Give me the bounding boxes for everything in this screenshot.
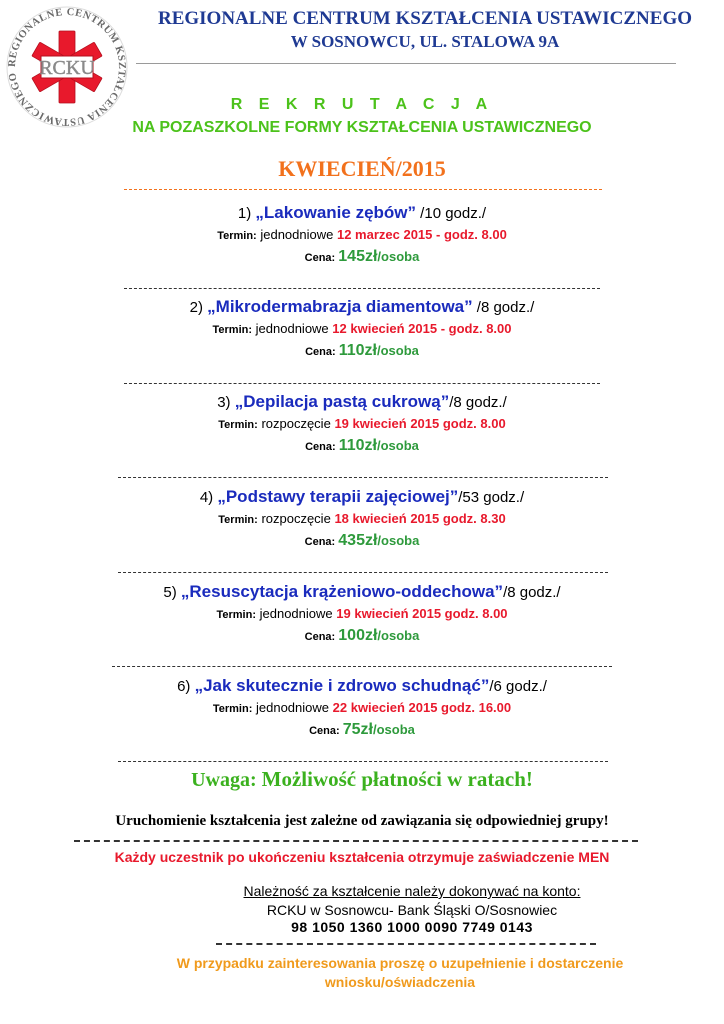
course-kind: jednodniowe — [260, 227, 334, 242]
uwaga-prefix: Uwaga: — [191, 769, 262, 791]
per-person: /osoba — [377, 628, 420, 643]
divider — [118, 761, 608, 762]
course-hours: /8 godz./ — [472, 299, 535, 316]
course-price: 110zł — [338, 342, 377, 359]
course-price: 75zł — [342, 721, 373, 738]
divider — [124, 288, 600, 289]
course-item — [0, 677, 724, 741]
recruitment-month: KWIECIEŃ/2015 — [278, 156, 446, 181]
per-person: /osoba — [377, 249, 420, 264]
term-label: Termin: — [218, 514, 258, 526]
course-name: „Resuscytacja krążeniowo-oddechowa” — [180, 582, 504, 601]
course-number: 4) — [199, 489, 214, 506]
divider — [74, 840, 638, 842]
divider — [124, 383, 600, 384]
institution-address: W SOSNOWCU, UL. STALOWA 9A — [290, 32, 560, 51]
course-price: 100zł — [338, 627, 378, 644]
bank-name: RCKU w Sosnowcu- Bank Śląski O/Sosnowiec — [266, 902, 558, 918]
course-number: 3) — [217, 394, 231, 411]
course-price: 110zł — [338, 437, 377, 454]
divider — [112, 666, 612, 667]
payment-info: Należność za kształcenie należy dokonywać na konto: — [243, 883, 581, 899]
course-kind: rozpoczęcie — [261, 416, 331, 431]
course-item — [0, 583, 724, 647]
course-name: „Lakowanie zębów” — [255, 203, 417, 222]
logo-text: RCKU — [39, 57, 95, 79]
course-number: 2) — [189, 299, 203, 316]
course-price: 435zł — [338, 532, 378, 549]
header-divider — [136, 63, 676, 64]
course-date: 12 kwiecień 2015 - godz. 8.00 — [332, 321, 512, 336]
per-person: /osoba — [376, 438, 419, 453]
logo-ring-text: REGIONALNE CENTRUM KSZTAŁCENIA USTAWICZNEGO — [6, 6, 128, 128]
recruitment-heading: R E K R U T A C J A — [230, 96, 494, 113]
course-item — [0, 488, 724, 552]
course-date: 19 kwiecień 2015 godz. 8.00 — [334, 416, 506, 431]
divider — [118, 572, 608, 573]
course-name: „Mikrodermabrazja diamentowa” — [207, 297, 473, 316]
course-kind: rozpoczęcie — [261, 511, 331, 526]
course-number: 5) — [163, 584, 177, 601]
course-kind: jednodniowe — [255, 321, 329, 336]
course-number: 1) — [237, 205, 252, 222]
per-person: /osoba — [377, 533, 420, 548]
per-person: /osoba — [372, 722, 415, 737]
course-name: „Podstawy terapii zajęciowej” — [217, 487, 459, 506]
installments-note — [0, 767, 724, 792]
course-item — [0, 393, 724, 457]
divider — [124, 189, 602, 190]
course-name: „Jak skutecznie i zdrowo schudnąć” — [194, 676, 490, 695]
course-item — [0, 298, 724, 362]
price-label: Cena: — [304, 631, 336, 643]
course-hours: /53 godz./ — [458, 489, 525, 506]
course-kind: jednodniowe — [256, 700, 330, 715]
recruitment-subheading: NA POZASZKOLNE FORMY KSZTAŁCENIA USTAWICZNEGO — [132, 119, 592, 136]
contact-note: W przypadku zainteresowania proszę o uzupełnienie i dostarczenie wniosku/oświadczenia — [176, 955, 624, 990]
course-number: 6) — [177, 678, 191, 695]
course-kind: jednodniowe — [259, 606, 333, 621]
course-item — [0, 204, 724, 268]
course-date: 12 marzec 2015 - godz. 8.00 — [336, 227, 507, 242]
course-price: 145zł — [338, 248, 378, 265]
term-label: Termin: — [212, 703, 253, 715]
institution-name: REGIONALNE CENTRUM KSZTAŁCENIA USTAWICZNEGO — [157, 8, 693, 29]
price-label: Cena: — [304, 252, 336, 264]
per-person: /osoba — [376, 343, 419, 358]
term-label: Termin: — [216, 609, 256, 621]
price-label: Cena: — [304, 536, 336, 548]
price-label: Cena: — [305, 346, 336, 358]
certificate-note: Każdy uczestnik po ukończeniu kształcenia otrzymuje zaświadczenie MEN — [114, 849, 610, 865]
term-label: Termin: — [217, 230, 257, 242]
start-condition-note: Uruchomienie kształcenia jest zależne od zawiązania się odpowiedniej grupy! — [115, 813, 609, 829]
course-date: 19 kwiecień 2015 godz. 8.00 — [336, 606, 508, 621]
course-hours: /6 godz./ — [489, 678, 547, 695]
course-hours: /8 godz./ — [449, 394, 507, 411]
term-label: Termin: — [218, 419, 258, 431]
course-name: „Depilacja pastą cukrową” — [234, 392, 450, 411]
price-label: Cena: — [309, 725, 340, 737]
course-date: 22 kwiecień 2015 godz. 16.00 — [332, 700, 512, 715]
term-label: Termin: — [212, 324, 253, 336]
price-label: Cena: — [305, 441, 336, 453]
account-number: 98 1050 1360 1000 0090 7749 0143 — [291, 919, 533, 935]
uwaga-main: Możliwość płatności w ratach! — [261, 767, 533, 791]
course-hours: /8 godz./ — [503, 584, 561, 601]
divider — [118, 477, 608, 478]
divider — [216, 943, 596, 945]
course-date: 18 kwiecień 2015 godz. 8.30 — [334, 511, 506, 526]
course-hours: /10 godz./ — [416, 205, 487, 222]
